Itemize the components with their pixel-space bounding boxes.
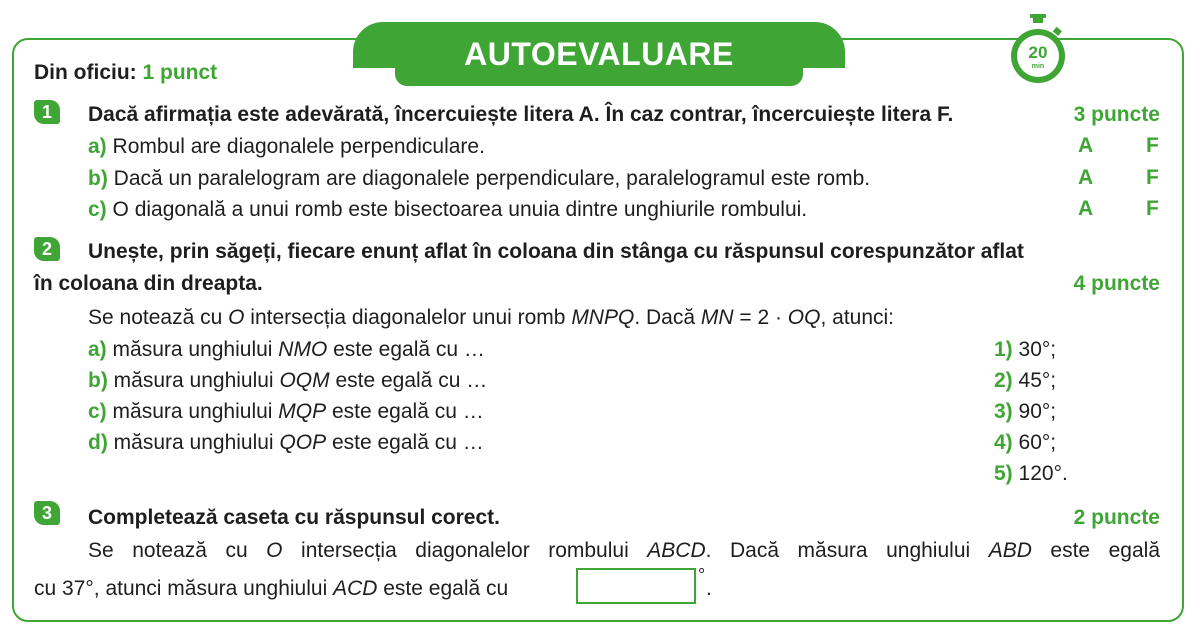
item-text: măsura unghiului: [113, 369, 280, 392]
item-label: a): [88, 338, 107, 361]
option-a-3[interactable]: A: [1078, 197, 1094, 220]
segment-mn: MN: [700, 306, 734, 329]
intro-text: , atunci:: [820, 306, 895, 329]
line-text: cu 37°, atunci măsura unghiului: [34, 577, 334, 600]
answer-value: 60°;: [1018, 431, 1057, 454]
item-text: este egală cu …: [326, 400, 484, 423]
line-text: este egală cu: [377, 577, 509, 600]
answer-1[interactable]: [994, 337, 1056, 363]
exercise-1-item-a: [88, 134, 485, 160]
line-text: intersecția diagonalelor rombului: [282, 539, 648, 562]
item-text: Dacă un paralelogram are diagonalele perpendiculare, paralelogramul este romb.: [113, 167, 871, 190]
exercise-2-item-d[interactable]: [88, 430, 484, 456]
line-text: este egală: [1031, 539, 1160, 562]
page-title: AUTOEVALUARE: [464, 36, 734, 72]
item-label: b): [88, 167, 108, 190]
exercise-2-points: 4 puncte: [1073, 272, 1160, 295]
segment-oq: OQ: [787, 306, 821, 329]
answer-4[interactable]: [994, 430, 1056, 456]
intro-text: = 2 ·: [733, 306, 788, 329]
answer-label: 3): [994, 400, 1013, 423]
item-text: este egală cu …: [326, 431, 484, 454]
exercise-2-instruction-line1: Unește, prin săgeți, fiecare enunț aflat în coloana din stânga cu răspunsul corespunzător aflat: [88, 240, 1024, 263]
exercise-3-line2: [34, 576, 508, 602]
exercise-3-line1: [88, 538, 1160, 564]
angle-name: MQP: [278, 400, 327, 423]
angle-name: QOP: [279, 431, 327, 454]
answer-3[interactable]: [994, 399, 1056, 425]
exercise-1-instruction: Dacă afirmația este adevărată, încercuiește litera A. În caz contrar, încercuiește litera F.: [88, 103, 954, 126]
option-a-2[interactable]: A: [1078, 166, 1094, 189]
exercise-2-item-a[interactable]: [88, 337, 485, 363]
item-text: O diagonală a unui romb este bisectoarea unuia dintre unghiurile rombului.: [112, 198, 808, 221]
oficiu-label: Din oficiu:: [34, 61, 137, 84]
exercise-1-number: 1: [34, 100, 60, 124]
item-label: a): [88, 135, 107, 158]
intro-text: intersecția diagonalelor unui romb: [244, 306, 572, 329]
intro-text: . Dacă: [634, 306, 701, 329]
degree-sign: °: [698, 565, 706, 585]
item-text: este egală cu …: [329, 369, 488, 392]
exercise-1-item-b: [88, 166, 870, 192]
exercise-2-intro: [88, 305, 894, 331]
item-text: este egală cu …: [327, 338, 485, 361]
answer-2[interactable]: [994, 368, 1056, 394]
angle-name: ABD: [988, 539, 1032, 562]
answer-value: 90°;: [1018, 400, 1057, 423]
answer-value: 30°;: [1018, 338, 1057, 361]
timer-value: 20: [1028, 43, 1048, 62]
line-text: . Dacă măsura unghiului: [705, 539, 989, 562]
option-f-2[interactable]: F: [1146, 166, 1159, 189]
point-o: O: [266, 539, 283, 562]
period: .: [706, 577, 712, 600]
item-label: d): [88, 431, 108, 454]
exercise-1-item-c: [88, 197, 807, 223]
angle-name: OQM: [279, 369, 330, 392]
answer-label: 2): [994, 369, 1013, 392]
exercise-1-points: 3 puncte: [1073, 103, 1160, 126]
answer-label: 1): [994, 338, 1013, 361]
stopwatch-icon: [1008, 14, 1068, 86]
intro-text: Se notează cu: [88, 306, 229, 329]
answer-value: 120°.: [1018, 462, 1068, 485]
line-text: Se notează cu: [88, 539, 267, 562]
item-text: Rombul are diagonalele perpendiculare.: [112, 135, 485, 158]
timer-unit: min: [1031, 63, 1045, 70]
option-f-1[interactable]: F: [1146, 134, 1159, 157]
item-text: măsura unghiului: [112, 400, 279, 423]
exercise-2-item-c[interactable]: [88, 399, 484, 425]
answer-label: 5): [994, 462, 1013, 485]
item-label: c): [88, 400, 107, 423]
answer-5[interactable]: [994, 461, 1068, 487]
exercise-2-number: 2: [34, 237, 60, 261]
item-label: b): [88, 369, 108, 392]
item-text: măsura unghiului: [112, 338, 279, 361]
exercise-3-number: 3: [34, 501, 60, 525]
rhombus-name: MNPQ: [571, 306, 635, 329]
option-f-3[interactable]: F: [1146, 197, 1159, 220]
answer-input-box[interactable]: [576, 568, 696, 604]
exercise-3-instruction: Completează caseta cu răspunsul corect.: [88, 506, 500, 529]
item-text: măsura unghiului: [113, 431, 280, 454]
angle-name: ACD: [333, 577, 378, 600]
oficiu-points: 1 punct: [142, 61, 218, 84]
answer-label: 4): [994, 431, 1013, 454]
option-a-1[interactable]: A: [1078, 134, 1094, 157]
rhombus-name: ABCD: [647, 539, 706, 562]
oficiu-line: [34, 60, 217, 86]
point-o: O: [228, 306, 245, 329]
exercise-2-instruction-line2: în coloana din dreapta.: [34, 272, 263, 295]
item-label: c): [88, 198, 107, 221]
angle-name: NMO: [278, 338, 328, 361]
exercise-3-points: 2 puncte: [1073, 506, 1160, 529]
answer-value: 45°;: [1018, 369, 1057, 392]
exercise-2-item-b[interactable]: [88, 368, 487, 394]
